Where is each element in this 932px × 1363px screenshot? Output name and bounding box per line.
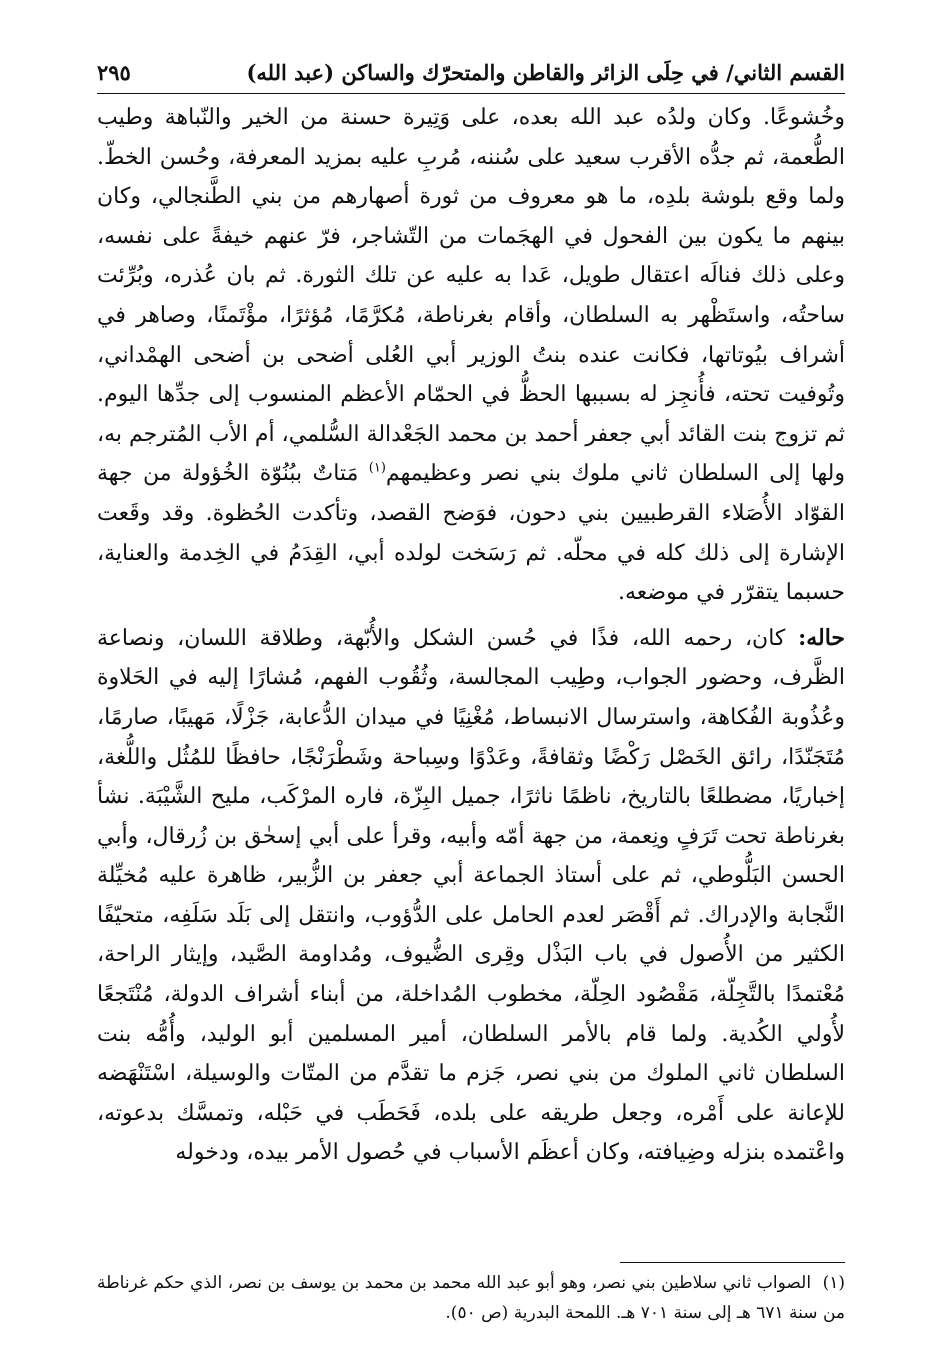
footnote-marker: (١) <box>822 1273 845 1293</box>
footnote <box>97 1268 845 1328</box>
paragraph-text-continued: مَتاتٌ ببُنُوّة الخُؤولة من جهة القوّاد الأُصَلاء القرطبيين بني دحون، فوَضح القصد، وتأكدت الحُظوة. وقد وقَعت الإشارة إلى ذلك كله في محلّه. ثم رَسَخت لولده أبي، القِدَمُ في الخِدمة والعناية، حسبما يتقرّر في موضعه. <box>97 461 845 606</box>
section-lead-heading: حاله: <box>798 624 845 651</box>
footnote-rule <box>620 1262 845 1263</box>
page-number: ٢٩٥ <box>97 59 131 85</box>
footnote-text: الصواب ثاني سلاطين بني نصر، وهو أبو عبد الله محمد بن محمد بن يوسف بن نصر، الذي حكم غرناطة من سنة ٦٧١ هـ إلى سنة ٧٠١ هـ. اللمحة البدرية (ص ٥٠). <box>97 1273 845 1323</box>
running-title: القسم الثاني/ في حِلَى الزائر والقاطن والمتحرّك والساكن (عبد الله) <box>246 59 845 85</box>
paragraph-text: كان، رحمه الله، فذًا في حُسن الشكل والأُبّهة، وطلاقة اللسان، ونصاعة الظَّرف، وحضور الجواب، وطِيب المجالسة، وثُقُوب الفهم، مُشارًا إليه في الحَلاوة وعُذُوبة الفُكاهة، واسترسال الانبساط، مُغْنِيًا في ميدان الدُّعابة، جَزْلًا، مَهيبًا، صارمًا، مُتَجَنّدًا، رائق الخَصْل رَكْضًا وثقافةً، وعَدْوًا وسِباحة وشَطْرَنْجًا، حافظًا للمُثُل واللُّغة، إخباريًا، مضطلعًا بالتاريخ، ناظمًا ناثرًا، جميل البِزّة، فاره المرْكَب، مليح الشَّيْبَة. نشأ بغرناطة تحت تَرَفٍ ونِعمة، من جهة أمّه وأبيه، وقرأ على أبي إسحٰق بن زُرقال، وأبي الحسن البَلُّوطي، ثم على أستاذ الجماعة أبي جعفر بن الزُّبير، ظاهرة عليه مُخيِّلة النَّجابة والإدراك. ثم أَقْصَر لعدم الحامل على الدُّؤوب، وانتقل إلى بَلَد سَلَفِه، متحيّفًا الكثير من الأُصول في باب البَذْل وقِرى الضُّيوف، ومُداومة الصَّيد، وإيثار الراحة، مُعْتمدًا بالتَّجِلّة، مَقْصُود الحِلّة، مخطوب المُداخلة، من أبناء أشراف الدولة، مُنْتَجعًا لأُولي الكُدية. ولما قام بالأمر السلطان، أمير المسلمين أبو الوليد، وأُمُّه بنت السلطان ثاني الملوك من بني نصر، جَزم ما تقدَّم من المتّات والوسيلة، اسْتَنْهَضه للإعانة على أَمْره، وجعل طريقه على بلده، فَحَطَب في حَبْله، وتمسَّك بدعوته، واعْتمده بنزله وضِيافته، وكان أعظَم الأسباب في حُصول الأمر بيده، ودخوله <box>97 625 845 1166</box>
footnote-reference[interactable]: (١) <box>368 461 386 477</box>
header-rule <box>97 93 845 94</box>
page-header <box>97 52 845 92</box>
paragraph-text: وخُشوعًا. وكان ولدُه عبد الله بعده، على وَتِيرة حسنة من الخير والنّباهة وطيب الطُّعمة، ثم جدُّه الأقرب سعيد على سُننه، مُربِ عليه بمزيد المعرفة، وحُسن الخطّ. ولما وقع بلوشة بلدِه، ما هو معروف من ثورة أصهارهم من بني الطَّنجالي، وكان بينهم ما يكون بين الفحول في الهجَمات من التّشاجر، فرّ عنهم خيفةً على نفسه، وعلى ذلك فنالَه اعتقال طويل، عَدا به عليه عن تلك الثورة. ثم بان عُذره، وبُرِّئت ساحتُه، واستَظْهر به السلطان، وأقام بغرناطة، مُكرَّمًا، مُؤثرًا، مؤْتَمنًا، وصاهر في أشراف بيُوتاتها، فكانت عنده بنتُ الوزير أبي العُلى أضحى بن أضحى الهمْداني، وتُوفيت تحته، فأُنجِز له بسببها الحظُّ في الحمّام الأعظم المنسوب إلى جدِّها اليوم. ثم تزوج بنت القائد أبي جعفر أحمد بن محمد الجَعْدالة السُّلمي، أم الأب المُترجم به، ولها إلى السلطان ثاني ملوك بني نصر وعظيمهم <box>97 105 845 487</box>
paragraph-condition <box>97 619 845 1173</box>
paragraph-lineage <box>97 98 845 613</box>
body-text <box>97 98 845 1173</box>
